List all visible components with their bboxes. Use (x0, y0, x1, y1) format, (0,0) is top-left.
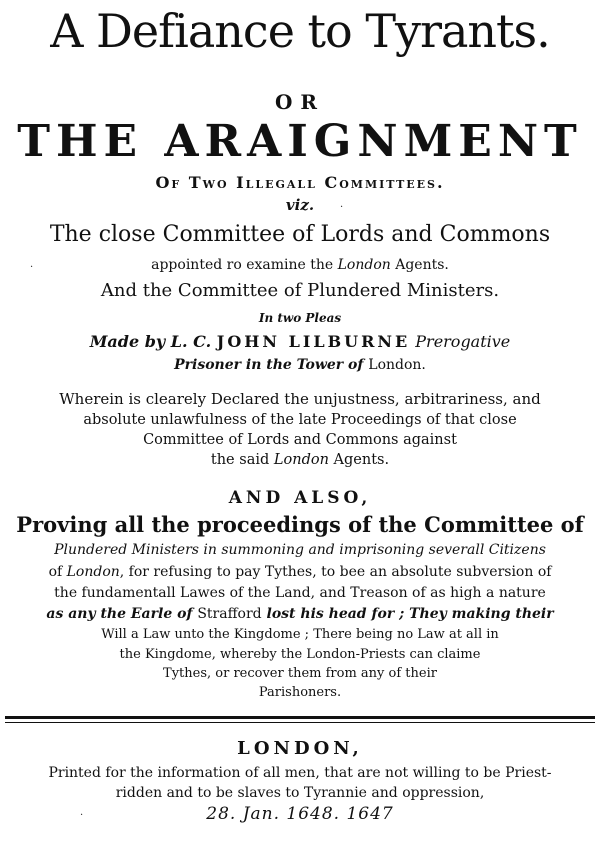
made-by-line (0, 334, 600, 350)
london-refusing-text: , for refusing to pay Tythes, to bee an absolute subversion of (119, 564, 552, 580)
subtitle: Of Two Illegall Committees. (155, 173, 445, 192)
wherein-line-4 (0, 453, 600, 468)
araignment-title: THE ARAIGNMENT (17, 116, 583, 167)
wherein-agents: Agents. (328, 452, 390, 468)
main-title: A Defiance to Tyrants. (50, 4, 550, 58)
prerogative-text: Prerogative (410, 332, 511, 351)
appointed-line (0, 258, 600, 272)
appointed-agents: Agents. (390, 257, 449, 273)
london-refusing-of: of (48, 564, 67, 580)
print-speck: · (340, 202, 344, 213)
wherein-line-1: Wherein is clearely Declared the unjustness, arbitrariness, and (59, 390, 541, 408)
appointed-london: London (337, 257, 391, 273)
london-refusing-line (0, 565, 600, 579)
print-speck: · (30, 262, 34, 273)
divider-rule-thick (5, 716, 595, 719)
print-speck: · (80, 810, 84, 821)
and-also-heading: AND ALSO, (228, 488, 372, 508)
wherein-said: the said (210, 452, 274, 468)
appointed-text: appointed ro examine the (151, 257, 338, 273)
handwritten-date-note: 28. Jan. 1648. 1647 (206, 804, 394, 824)
close-committee-line: The close Committee of Lords and Commons (49, 222, 551, 247)
prisoner-text: Prisoner in the Tower of (174, 357, 369, 373)
tythes-line: Tythes, or recover them from any of their (163, 666, 437, 681)
author-name: JOHN LILBURNE (216, 332, 411, 351)
prisoner-london: London. (368, 357, 426, 373)
or-line: OR (274, 90, 326, 114)
strafford-line (0, 607, 600, 621)
strafford-name: Strafford (197, 606, 262, 622)
proving-line: Proving all the proceedings of the Committee of (16, 512, 584, 537)
london-refusing-london: London (66, 564, 120, 580)
imprint-london: LONDON, (237, 738, 363, 759)
divider-rule-thin (5, 722, 595, 723)
strafford-post: lost his head for ; They making their (261, 606, 554, 622)
imprint-printed-line-1: Printed for the information of all men, that are not willing to be Priest- (48, 765, 552, 781)
plundered-committee-line: And the Committee of Plundered Ministers. (100, 280, 500, 301)
strafford-pre: as any the Earle of (46, 606, 198, 622)
imprint-printed-line-2: ridden and to be slaves to Tyrannie and oppression, (115, 785, 485, 801)
plundered-ministers-line: Plundered Ministers in summoning and imprisoning severall Citizens (54, 542, 546, 558)
fundamentall-line: the fundamentall Lawes of the Land, and Treason of as high a nature (54, 585, 546, 601)
viz-label: viz. (285, 196, 315, 214)
prisoner-line (0, 358, 600, 372)
wherein-line-3: Committee of Lords and Commons against (143, 432, 457, 448)
wherein-line-2: absolute unlawfulness of the late Proceedings of that close (83, 412, 517, 428)
will-law-line: Will a Law unto the Kingdome ; There being no Law at all in (101, 627, 499, 642)
kingdome-line: the Kingdome, whereby the London-Priests can claime (119, 647, 481, 662)
two-pleas-line: In two Pleas (258, 311, 342, 325)
parishoners-line: Parishoners. (258, 685, 342, 700)
wherein-london: London (273, 452, 329, 468)
made-by-text: Made by L. C. (89, 332, 217, 351)
